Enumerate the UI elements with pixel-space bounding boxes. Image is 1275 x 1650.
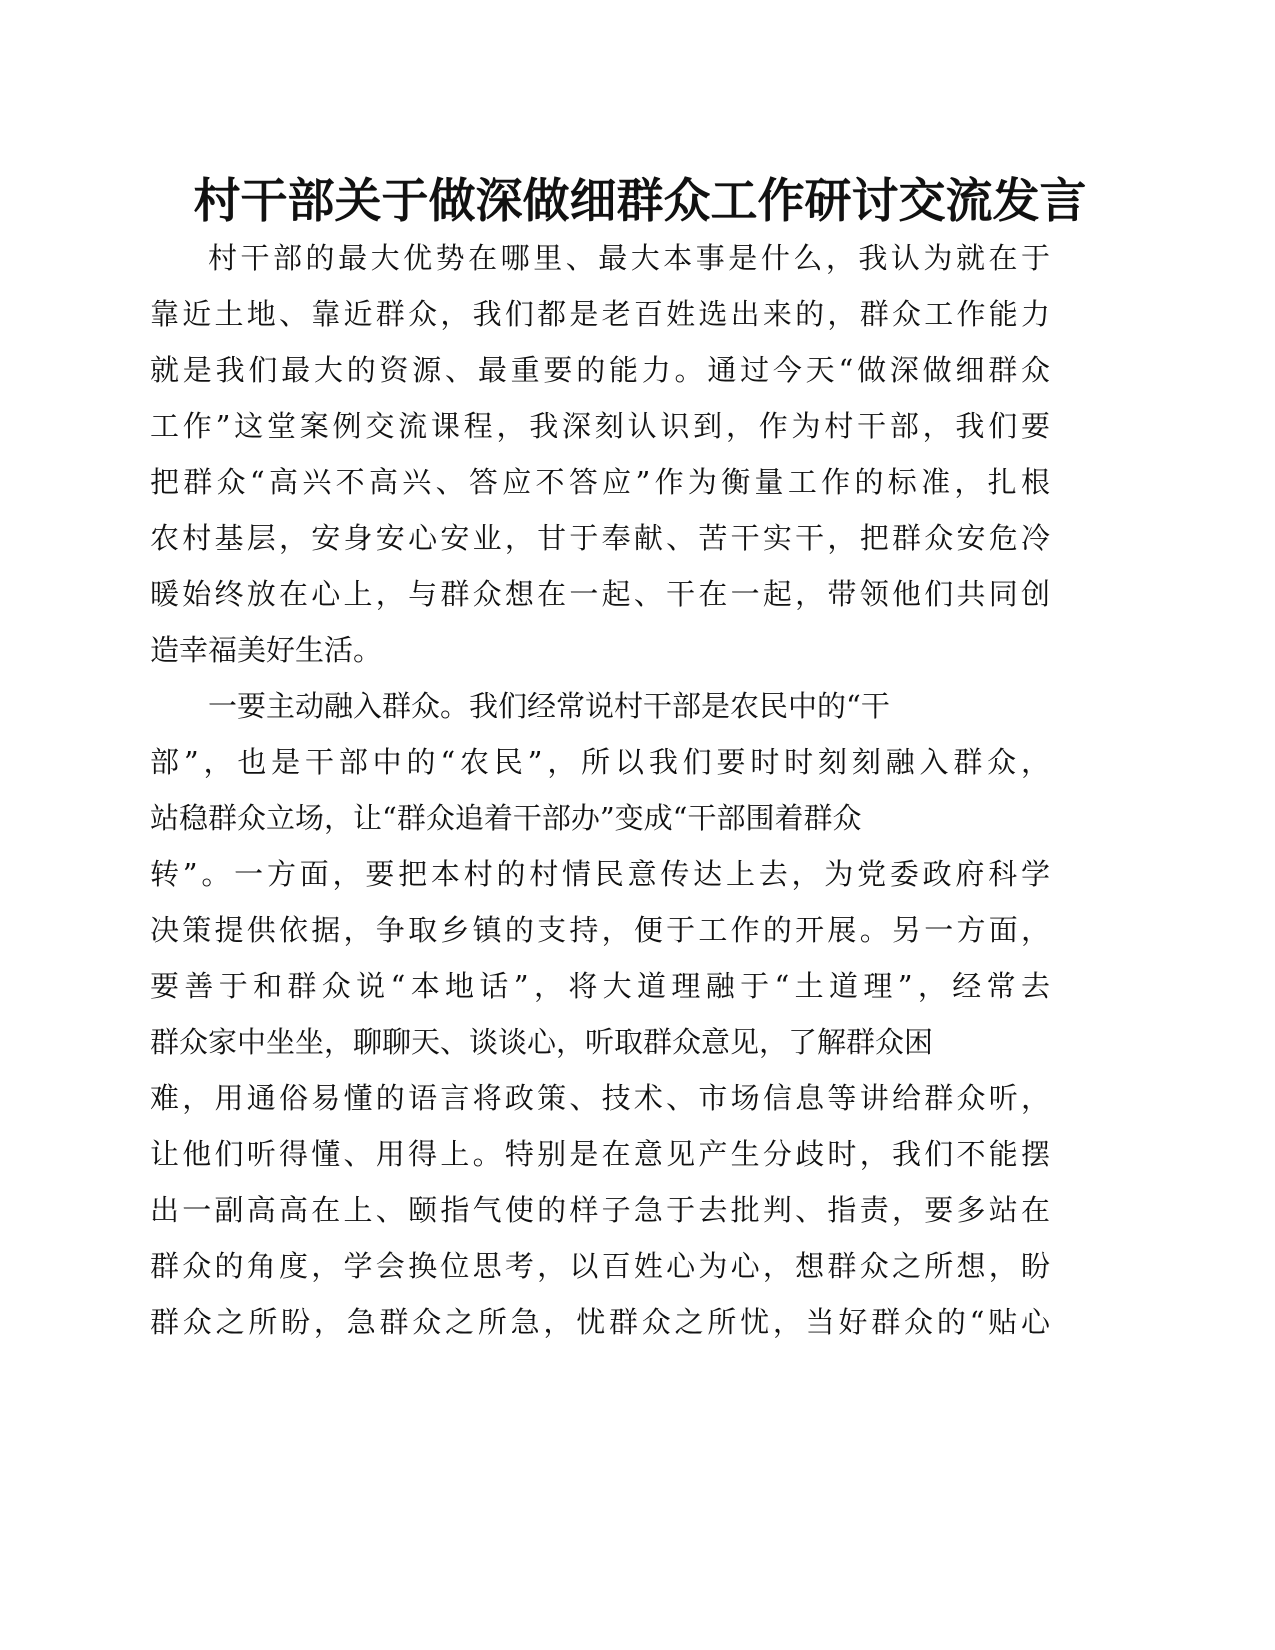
paragraph-2-line-9: 让他们听得懂、用得上。特别是在意见产生分歧时，我们不能摆 [150, 1137, 1050, 1171]
document-body [150, 230, 1050, 1350]
paragraph-2-line-3: 站稳群众立场，让“群众追着干部办”变成“干部围着群众 [150, 801, 862, 835]
paragraph-1-line-6: 农村基层，安身安心安业，甘于奉献、苦干实干，把群众安危冷 [150, 521, 1050, 555]
paragraph-2-line-5: 决策提供依据，争取乡镇的支持，便于工作的开展。另一方面， [150, 913, 1050, 947]
paragraph-1-line-1: 村干部的最大优势在哪里、最大本事是什么，我认为就在于 [208, 241, 1050, 275]
document-title: 村干部关于做深做细群众工作研讨交流发言 [193, 174, 1087, 229]
paragraph-2-line-4: 转”。一方面，要把本村的村情民意传达上去，为党委政府科学 [150, 857, 1050, 891]
paragraph-2-line-8: 难，用通俗易懂的语言将政策、技术、市场信息等讲给群众听， [150, 1081, 1050, 1115]
paragraph-2-line-2: 部”，也是干部中的“农民”，所以我们要时时刻刻融入群众， [150, 745, 1050, 779]
paragraph-1-line-2: 靠近土地、靠近群众，我们都是老百姓选出来的，群众工作能力 [150, 297, 1050, 331]
paragraph-1-line-7: 暖始终放在心上，与群众想在一起、干在一起，带领他们共同创 [150, 577, 1050, 611]
paragraph-2-line-7: 群众家中坐坐，聊聊天、谈谈心，听取群众意见，了解群众困 [150, 1025, 934, 1059]
paragraph-1-line-8: 造幸福美好生活。 [150, 633, 383, 667]
paragraph-1-line-5: 把群众“高兴不高兴、答应不答应”作为衡量工作的标准，扎根 [150, 465, 1050, 499]
paragraph-2-line-6: 要善于和群众说“本地话”，将大道理融于“土道理”，经常去 [150, 969, 1050, 1003]
paragraph-1-line-3: 就是我们最大的资源、最重要的能力。通过今天“做深做细群众 [150, 353, 1050, 387]
paragraph-2-line-1: 一要主动融入群众。我们经常说村干部是农民中的“干 [208, 689, 890, 723]
paragraph-1-line-4: 工作”这堂案例交流课程，我深刻认识到，作为村干部，我们要 [150, 409, 1050, 443]
paragraph-2-line-11: 群众的角度，学会换位思考，以百姓心为心，想群众之所想，盼 [150, 1249, 1050, 1283]
paragraph-2-line-12: 群众之所盼，急群众之所急，忧群众之所忧，当好群众的“贴心 [150, 1305, 1050, 1339]
paragraph-2-line-10: 出一副高高在上、颐指气使的样子急于去批判、指责，要多站在 [150, 1193, 1050, 1227]
